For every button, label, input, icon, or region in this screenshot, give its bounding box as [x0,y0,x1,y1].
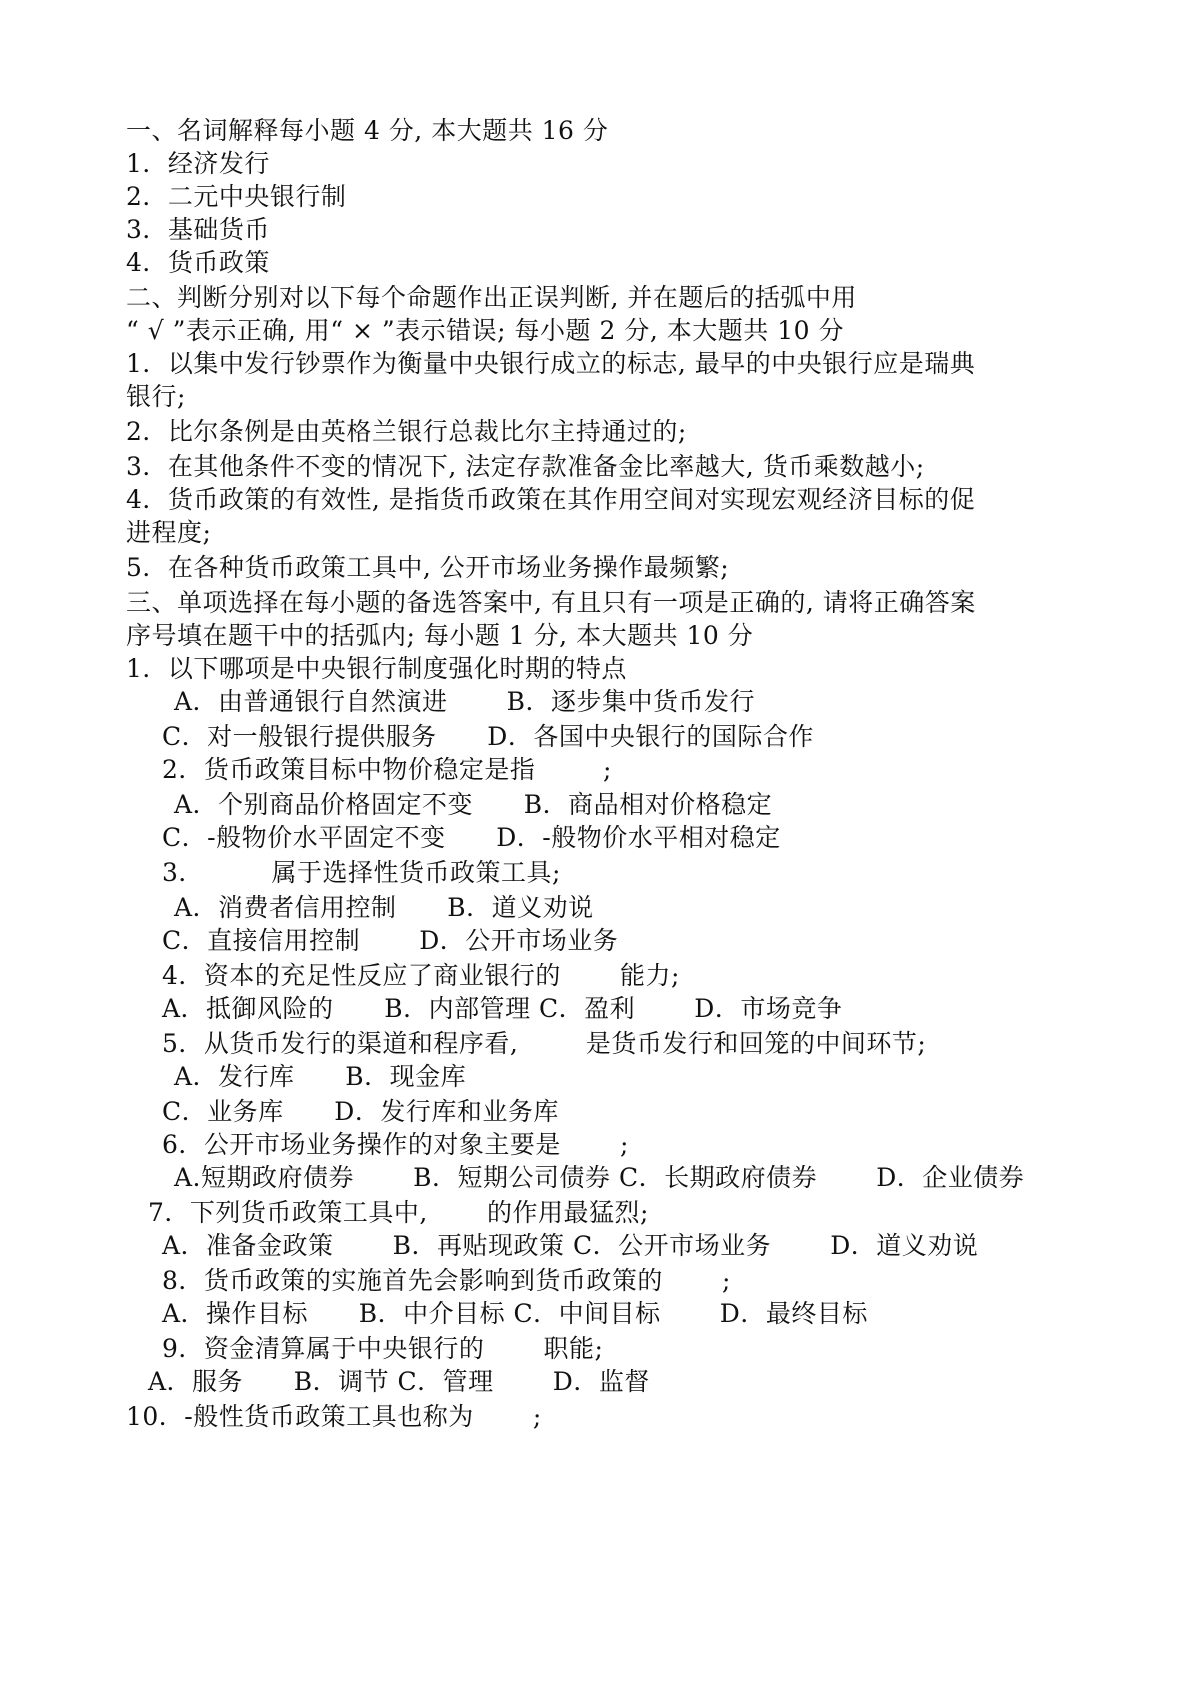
judgment-2: 2．比尔条例是由英格兰银行总裁比尔主持通过的; [126,417,687,446]
judgment-4: 4．货币政策的有效性, 是指货币政策在其作用空间对实现宏观经济目标的促 [126,485,976,514]
question-7-options: A．准备金政策 B．再贴现政策 C．公开市场业务 D．道义劝说 [162,1231,979,1260]
term-4: 4．货币政策 [126,248,270,277]
question-6: 6．公开市场业务操作的对象主要是 ; [162,1130,629,1159]
judgment-3: 3．在其他条件不变的情况下, 法定存款准备金比率越大, 货币乘数越小; [126,452,925,481]
term-2: 2．二元中央银行制 [126,182,347,211]
question-2-options-cd: C．-般物价水平固定不变 D．-般物价水平相对稳定 [162,823,781,852]
question-3-options-ab: A．消费者信用控制 B．道义劝说 [174,893,594,922]
question-6-options: A.短期政府债券 B．短期公司债券 C．长期政府债券 D．企业债券 [174,1163,1025,1192]
section-3-instructions: 序号填在题干中的括弧内; 每小题 1 分, 本大题共 10 分 [126,621,754,650]
section-1-heading: 一、名词解释每小题 4 分, 本大题共 16 分 [126,116,609,145]
question-2-options-ab: A．个别商品价格固定不变 B．商品相对价格稳定 [174,790,773,819]
term-1: 1．经济发行 [126,149,270,178]
question-4: 4．资本的充足性反应了商业银行的 能力; [162,961,680,990]
judgment-4-cont: 进程度; [126,518,212,547]
section-3-heading: 三、单项选择在每小题的备选答案中, 有且只有一项是正确的, 请将正确答案 [126,588,976,617]
question-9-options: A．服务 B．调节 C．管理 D．监督 [148,1367,650,1396]
section-2-heading: 二、判断分别对以下每个命题作出正误判断, 并在题后的括弧中用 [126,283,857,312]
question-7: 7．下列货币政策工具中, 的作用最猛烈; [148,1198,649,1227]
question-2: 2．货币政策目标中物价稳定是指 ; [162,755,612,784]
question-5-options-cd: C．业务库 D．发行库和业务库 [162,1097,559,1126]
question-3: 3． 属于选择性货币政策工具; [162,858,561,887]
question-9: 9．资金清算属于中央银行的 职能; [162,1334,604,1363]
question-8-options: A．操作目标 B．中介目标 C．中间目标 D．最终目标 [162,1299,868,1328]
judgment-1-cont: 银行; [126,382,186,411]
question-5: 5．从货币发行的渠道和程序看, 是货币发行和回笼的中间环节; [162,1029,927,1058]
question-3-options-cd: C．直接信用控制 D．公开市场业务 [162,926,619,955]
question-8: 8．货币政策的实施首先会影响到货币政策的 ; [162,1266,731,1295]
question-5-options-ab: A．发行库 B．现金库 [174,1062,467,1091]
question-10: 10．-般性货币政策工具也称为 ; [126,1402,542,1431]
term-3: 3．基础货币 [126,215,270,244]
question-1-options-ab: A．由普通银行自然演进 B．逐步集中货币发行 [174,687,756,716]
question-1: 1．以下哪项是中央银行制度强化时期的特点 [126,654,627,683]
question-1-options-cd: C．对一般银行提供服务 D．各国中央银行的国际合作 [162,722,814,751]
question-4-options: A．抵御风险的 B．内部管理 C．盈利 D．市场竞争 [162,994,843,1023]
section-2-instructions: “ √ ”表示正确, 用“ × ”表示错误; 每小题 2 分, 本大题共 10 分 [126,316,844,345]
judgment-5: 5．在各种货币政策工具中, 公开市场业务操作最频繁; [126,553,730,582]
judgment-1: 1．以集中发行钞票作为衡量中央银行成立的标志, 最早的中央银行应是瑞典 [126,349,976,378]
